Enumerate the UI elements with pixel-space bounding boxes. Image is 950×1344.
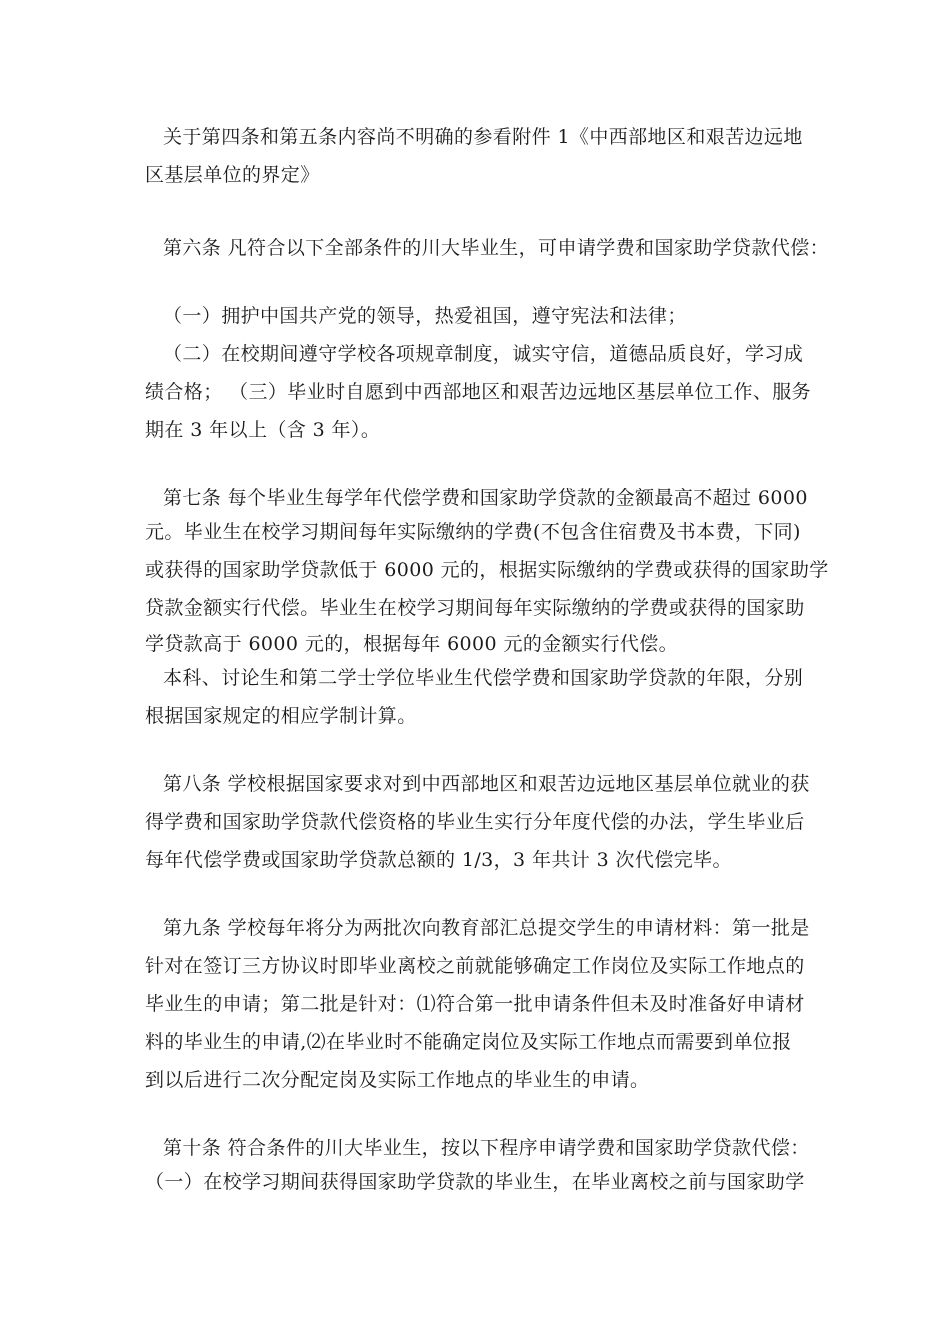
text-line: 或获得的国家助学贷款低于 6000 元的，根据实际缴纳的学费或获得的国家助学 bbox=[145, 559, 829, 581]
text-line: 元。毕业生在校学习期间每年实际缴纳的学费(不包含住宿费及书本费，下同) bbox=[145, 521, 801, 543]
text-line: 绩合格； （三）毕业时自愿到中西部地区和艰苦边远地区基层单位工作、服务 bbox=[145, 381, 812, 403]
text-line: 第九条 学校每年将分为两批次向教育部汇总提交学生的申请材料：第一批是 bbox=[163, 917, 810, 939]
text-line: 区基层单位的界定》 bbox=[145, 164, 320, 186]
text-line: 学贷款高于 6000 元的，根据每年 6000 元的金额实行代偿。 bbox=[145, 633, 679, 655]
text-line: 期在 3 年以上（含 3 年）。 bbox=[145, 419, 381, 441]
text-line: 第八条 学校根据国家要求对到中西部地区和艰苦边远地区基层单位就业的获 bbox=[163, 773, 810, 795]
text-line: 本科、讨论生和第二学士学位毕业生代偿学费和国家助学贷款的年限，分别 bbox=[163, 667, 804, 689]
text-line: 第六条 凡符合以下全部条件的川大毕业生，可申请学费和国家助学贷款代偿： bbox=[163, 237, 830, 259]
text-line: 得学费和国家助学贷款代偿资格的毕业生实行分年度代偿的办法，学生毕业后 bbox=[145, 811, 805, 833]
text-line: 第十条 符合条件的川大毕业生，按以下程序申请学费和国家助学贷款代偿： bbox=[163, 1137, 810, 1159]
text-line: （一）拥护中国共产党的领导，热爱祖国，遵守宪法和法律； bbox=[163, 305, 687, 327]
text-line: （一）在校学习期间获得国家助学贷款的毕业生，在毕业离校之前与国家助学 bbox=[145, 1171, 805, 1193]
text-line: 料的毕业生的申请,⑵在毕业时不能确定岗位及实际工作地点而需要到单位报 bbox=[145, 1031, 792, 1053]
text-line: 第七条 每个毕业生每学年代偿学费和国家助学贷款的金额最高不超过 6000 bbox=[163, 487, 808, 509]
text-line: 到以后进行二次分配定岗及实际工作地点的毕业生的申请。 bbox=[145, 1069, 650, 1091]
text-line: 毕业生的申请；第二批是针对：⑴符合第一批申请条件但未及时准备好申请材 bbox=[145, 993, 805, 1015]
text-line: 贷款金额实行代偿。毕业生在校学习期间每年实际缴纳的学费或获得的国家助 bbox=[145, 597, 805, 619]
text-line: 每年代偿学费或国家助学贷款总额的 1/3，3 年共计 3 次代偿完毕。 bbox=[145, 849, 732, 871]
text-line: 根据国家规定的相应学制计算。 bbox=[145, 705, 417, 727]
text-line: 针对在签订三方协议时即毕业离校之前就能够确定工作岗位及实际工作地点的 bbox=[145, 955, 805, 977]
text-line: 关于第四条和第五条内容尚不明确的参看附件 1《中西部地区和艰苦边远地 bbox=[163, 126, 803, 148]
text-line: （二）在校期间遵守学校各项规章制度，诚实守信，道德品质良好，学习成 bbox=[163, 343, 804, 365]
